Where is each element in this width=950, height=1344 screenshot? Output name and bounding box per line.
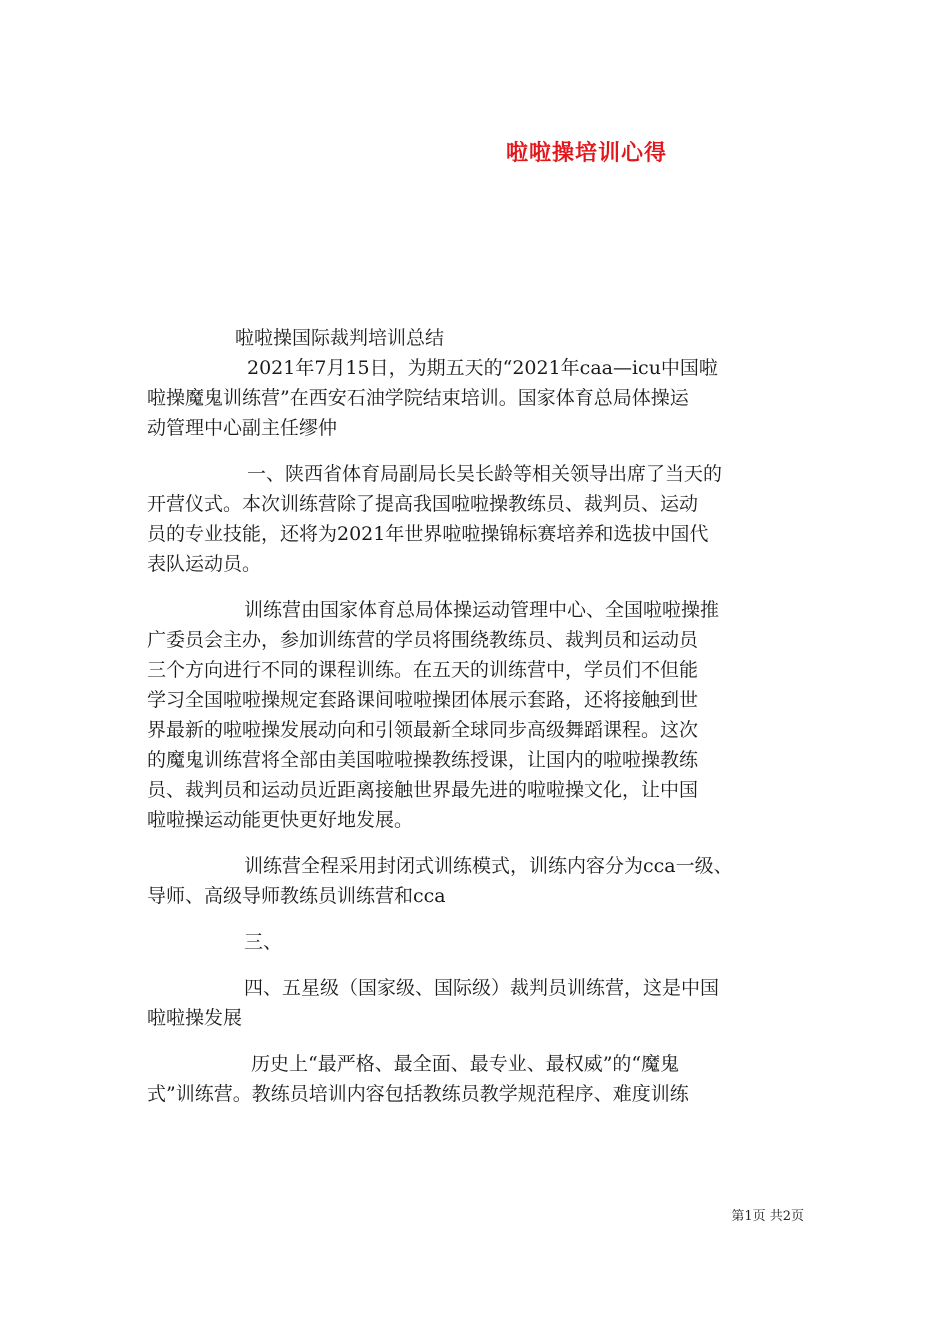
- page-number-footer: 第1页 共2页: [731, 1209, 804, 1224]
- text-line: 广委员会主办，参加训练营的学员将围绕教练员、裁判员和运动员: [147, 629, 699, 651]
- text-line: 开营仪式。本次训练营除了提高我国啦啦操教练员、裁判员、运动: [147, 493, 699, 515]
- paragraph-training-mode: [147, 851, 812, 911]
- paragraph-gap: [147, 443, 812, 459]
- text-line: 导师、高级导师教练员训练营和cca: [147, 885, 446, 907]
- paragraph-gap: [147, 1033, 812, 1049]
- text-line: 动管理中心副主任缪仲: [147, 417, 338, 439]
- text-line: 式”训练营。教练员培训内容包括教练员教学规范程序、难度训练: [147, 1083, 689, 1105]
- paragraph-gap: [147, 957, 812, 973]
- paragraph-section-three: [147, 927, 812, 957]
- text-line: 一、陕西省体育局副局长吴长龄等相关领导出席了当天的: [247, 463, 723, 485]
- paragraph-gap: [147, 579, 812, 595]
- text-line: 啦啦操发展: [147, 1007, 243, 1029]
- text-line: 三个方向进行不同的课程训练。在五天的训练营中，学员们不但能: [147, 659, 699, 681]
- paragraph-subtitle: [147, 323, 812, 353]
- paragraph-gap: [147, 835, 812, 851]
- paragraph-training-camp: [147, 595, 812, 835]
- text-line: 啦操魔鬼训练营”在西安石油学院结束培训。国家体育总局体操运: [147, 387, 689, 409]
- text-line: 表队运动员。: [147, 553, 262, 575]
- text-line: 三、: [244, 931, 283, 953]
- text-line: 训练营由国家体育总局体操运动管理中心、全国啦啦操推: [244, 599, 720, 621]
- paragraph-section-four: [147, 973, 812, 1033]
- paragraph-history: [147, 1049, 812, 1109]
- document-body: [147, 323, 812, 1109]
- text-line: 啦啦操运动能更快更好地发展。: [147, 809, 414, 831]
- paragraph-intro: [147, 353, 812, 443]
- text-line: 员、裁判员和运动员近距离接触世界最先进的啦啦操文化，让中国: [147, 779, 699, 801]
- text-line: 学习全国啦啦操规定套路课间啦啦操团体展示套路，还将接触到世: [147, 689, 699, 711]
- text-line: 四、五星级（国家级、国际级）裁判员训练营，这是中国: [244, 977, 720, 999]
- text-line: 历史上“最严格、最全面、最专业、最权威”的“魔鬼: [251, 1053, 680, 1075]
- text-line: 员的专业技能，还将为2021年世界啦啦操锦标赛培养和选拔中国代: [147, 523, 709, 545]
- text-line: 界最新的啦啦操发展动向和引领最新全球同步高级舞蹈课程。这次: [147, 719, 699, 741]
- text-line: 的魔鬼训练营将全部由美国啦啦操教练授课，让国内的啦啦操教练: [147, 749, 699, 771]
- paragraph-gap: [147, 911, 812, 927]
- text-line: 啦啦操国际裁判培训总结: [235, 327, 445, 349]
- paragraph-section-one: [147, 459, 812, 579]
- text-line: 2021年7月15日，为期五天的“2021年caa—icu中国啦: [247, 357, 718, 379]
- text-line: 训练营全程采用封闭式训练模式，训练内容分为cca一级、: [244, 855, 733, 877]
- document-title: 啦啦操培训心得: [506, 140, 668, 166]
